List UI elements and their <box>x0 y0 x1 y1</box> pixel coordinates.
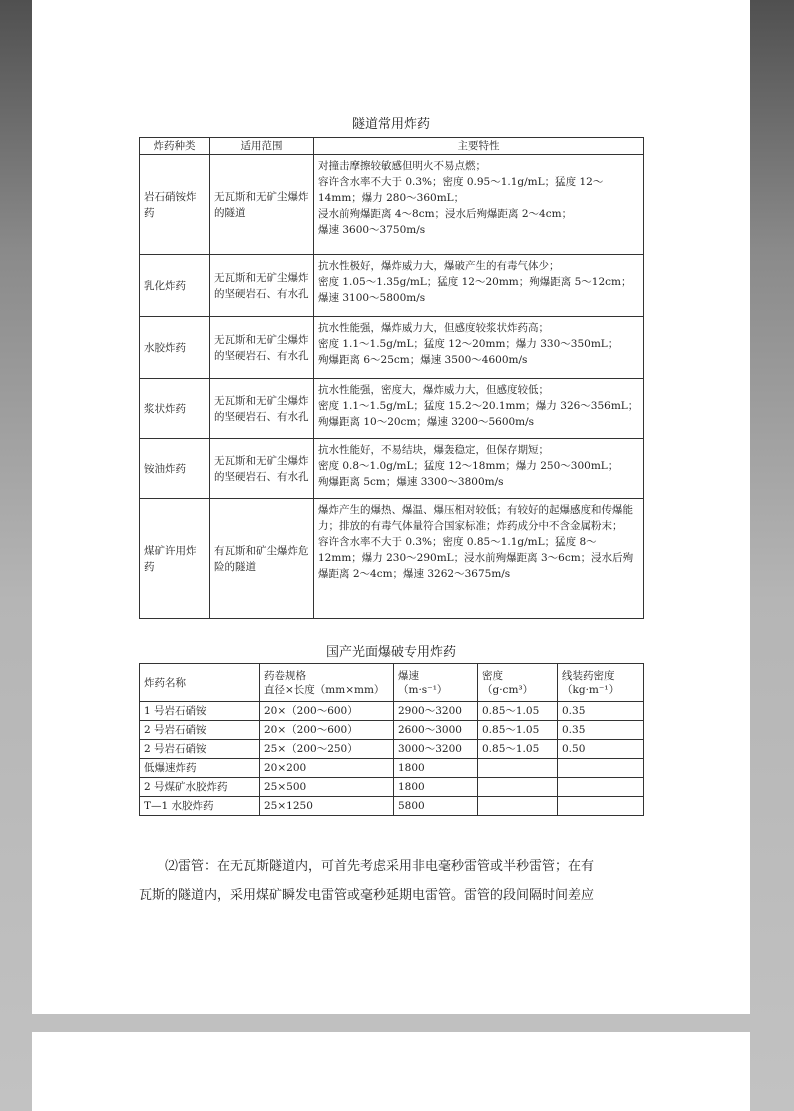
explosive-scope: 无瓦斯和无矿尘爆炸的坚硬岩石、有水孔 <box>210 255 314 317</box>
header-line: （kg·m⁻¹） <box>562 683 620 696</box>
explosive-type: 浆状炸药 <box>140 379 210 439</box>
table-cell: 0.85～1.05 <box>478 740 558 759</box>
explosive-scope: 无瓦斯和无矿尘爆炸的坚硬岩石、有水孔 <box>210 439 314 499</box>
table-cell <box>558 778 644 797</box>
explosive-scope: 无瓦斯和无矿尘爆炸的坚硬岩石、有水孔 <box>210 379 314 439</box>
explosive-scope: 无瓦斯和无矿尘爆炸的坚硬岩石、有水孔 <box>210 317 314 379</box>
table-cell <box>558 759 644 778</box>
header-cell <box>260 664 394 702</box>
table-cell: 低爆速炸药 <box>140 759 260 778</box>
table-cell: 1800 <box>394 778 478 797</box>
table-row <box>140 255 644 317</box>
table-cell: 20×（200～600） <box>260 721 394 740</box>
table-cell: 2600～3000 <box>394 721 478 740</box>
explosive-scope: 有瓦斯和矿尘爆炸危险的隧道 <box>210 499 314 619</box>
explosive-properties: 抗水性极好，爆炸威力大，爆破产生的有毒气体少； 密度 1.05～1.35g/mL；猛度 12～20mm；殉爆距离 5～12cm； 爆速 3100～5800m/s <box>314 255 644 317</box>
table-cell: 25×（200～250） <box>260 740 394 759</box>
explosive-properties: 抗水性能强，密度大，爆炸威力大，但感度较低； 密度 1.1～1.5g/mL；猛度 15.2～20.1mm；爆力 326～356mL； 殉爆距离 10～20cm；爆速 3200～5600m/s <box>314 379 644 439</box>
explosive-type: 水胶炸药 <box>140 317 210 379</box>
smooth-blasting-table <box>139 663 644 816</box>
body-paragraph <box>139 852 643 910</box>
table-header-row <box>140 138 644 155</box>
table-cell: 0.85～1.05 <box>478 702 558 721</box>
explosive-type: 煤矿许用炸药 <box>140 499 210 619</box>
table-cell: 25×500 <box>260 778 394 797</box>
header-line: 线装药密度 <box>562 669 615 682</box>
table-cell: 20×200 <box>260 759 394 778</box>
header-cell: 适用范围 <box>210 138 314 155</box>
header-line: （g·cm³） <box>482 683 534 696</box>
header-line: 炸药名称 <box>144 676 186 689</box>
table-cell: 2 号岩石硝铵 <box>140 721 260 740</box>
table-cell: 2 号煤矿水胶炸药 <box>140 778 260 797</box>
table2-caption: 国产光面爆破专用炸药 <box>325 645 456 660</box>
explosive-properties: 对撞击摩擦较敏感但明火不易点燃； 容许含水率不大于 0.3%；密度 0.95～1.1g/mL；猛度 12～14mm；爆力 280～360mL； 浸水前殉爆距离 4～8cm；浸水后殉爆距离 2～4cm； 爆速 3600～3750m/s <box>314 155 644 255</box>
table-cell: T—1 水胶炸药 <box>140 797 260 816</box>
table-cell: 0.50 <box>558 740 644 759</box>
table-cell: 1 号岩石硝铵 <box>140 702 260 721</box>
header-cell <box>558 664 644 702</box>
table-cell: 3000～3200 <box>394 740 478 759</box>
table-cell <box>558 797 644 816</box>
header-line: （m·s⁻¹） <box>398 683 448 696</box>
table-cell <box>478 797 558 816</box>
table-cell: 2 号岩石硝铵 <box>140 740 260 759</box>
paragraph-line: 瓦斯的隧道内，采用煤矿瞬发电雷管或毫秒延期电雷管。雷管的段间隔时间差应 <box>139 888 595 903</box>
explosive-type: 铵油炸药 <box>140 439 210 499</box>
explosive-scope: 无瓦斯和无矿尘爆炸的隧道 <box>210 155 314 255</box>
header-line: 爆速 <box>398 669 419 682</box>
explosive-properties: 抗水性能好，不易结块，爆轰稳定，但保存期短； 密度 0.8～1.0g/mL；猛度 12～18mm；爆力 250～300mL； 殉爆距离 5cm；爆速 3300～3800m/s <box>314 439 644 499</box>
table-row <box>140 797 644 816</box>
table-cell: 5800 <box>394 797 478 816</box>
table-cell: 1800 <box>394 759 478 778</box>
table-row <box>140 721 644 740</box>
explosive-properties: 爆炸产生的爆热、爆温、爆压相对较低；有较好的起爆感度和传爆能力；排放的有毒气体量符合国家标准；炸药成分中不含金属粉末； 容许含水率不大于 0.3%；密度 0.85～1.1g/mL；猛度 8～12mm；爆力 230～290mL；浸水前殉爆距离 3～6cm；浸水后殉爆距离 2～4cm；爆速 3262～3675m/s <box>314 499 644 619</box>
table-header-row <box>140 664 644 702</box>
header-cell <box>478 664 558 702</box>
paragraph-line: ⑵雷管：在无瓦斯隧道内，可首先考虑采用非电毫秒雷管或半秒雷管；在有 <box>165 859 595 874</box>
next-page <box>32 1032 750 1111</box>
header-line: 直径×长度（mm×mm） <box>264 683 385 696</box>
table-row <box>140 778 644 797</box>
table-row <box>140 439 644 499</box>
header-line: 药卷规格 <box>264 669 306 682</box>
table-cell <box>478 759 558 778</box>
table-row <box>140 317 644 379</box>
table-row <box>140 702 644 721</box>
header-cell: 主要特性 <box>314 138 644 155</box>
header-cell <box>140 664 260 702</box>
table-cell: 0.85～1.05 <box>478 721 558 740</box>
explosives-table <box>139 137 644 619</box>
explosive-properties: 抗水性能强，爆炸威力大，但感度较浆状炸药高； 密度 1.1～1.5g/mL；猛度 12～20mm；爆力 330～350mL； 殉爆距离 6～25cm；爆速 3500～4600m/s <box>314 317 644 379</box>
table-row <box>140 499 644 619</box>
table-row <box>140 379 644 439</box>
table-row <box>140 759 644 778</box>
document-page <box>32 0 750 1014</box>
header-cell <box>394 664 478 702</box>
table-row <box>140 155 644 255</box>
table-cell: 2900～3200 <box>394 702 478 721</box>
table-cell: 0.35 <box>558 721 644 740</box>
header-line: 密度 <box>482 669 503 682</box>
table1-caption: 隧道常用炸药 <box>351 117 430 132</box>
explosive-type: 岩石硝铵炸药 <box>140 155 210 255</box>
explosive-type: 乳化炸药 <box>140 255 210 317</box>
table-row <box>140 740 644 759</box>
table-cell: 25×1250 <box>260 797 394 816</box>
header-cell: 炸药种类 <box>140 138 210 155</box>
table-cell: 0.35 <box>558 702 644 721</box>
table-cell <box>478 778 558 797</box>
table-cell: 20×（200～600） <box>260 702 394 721</box>
